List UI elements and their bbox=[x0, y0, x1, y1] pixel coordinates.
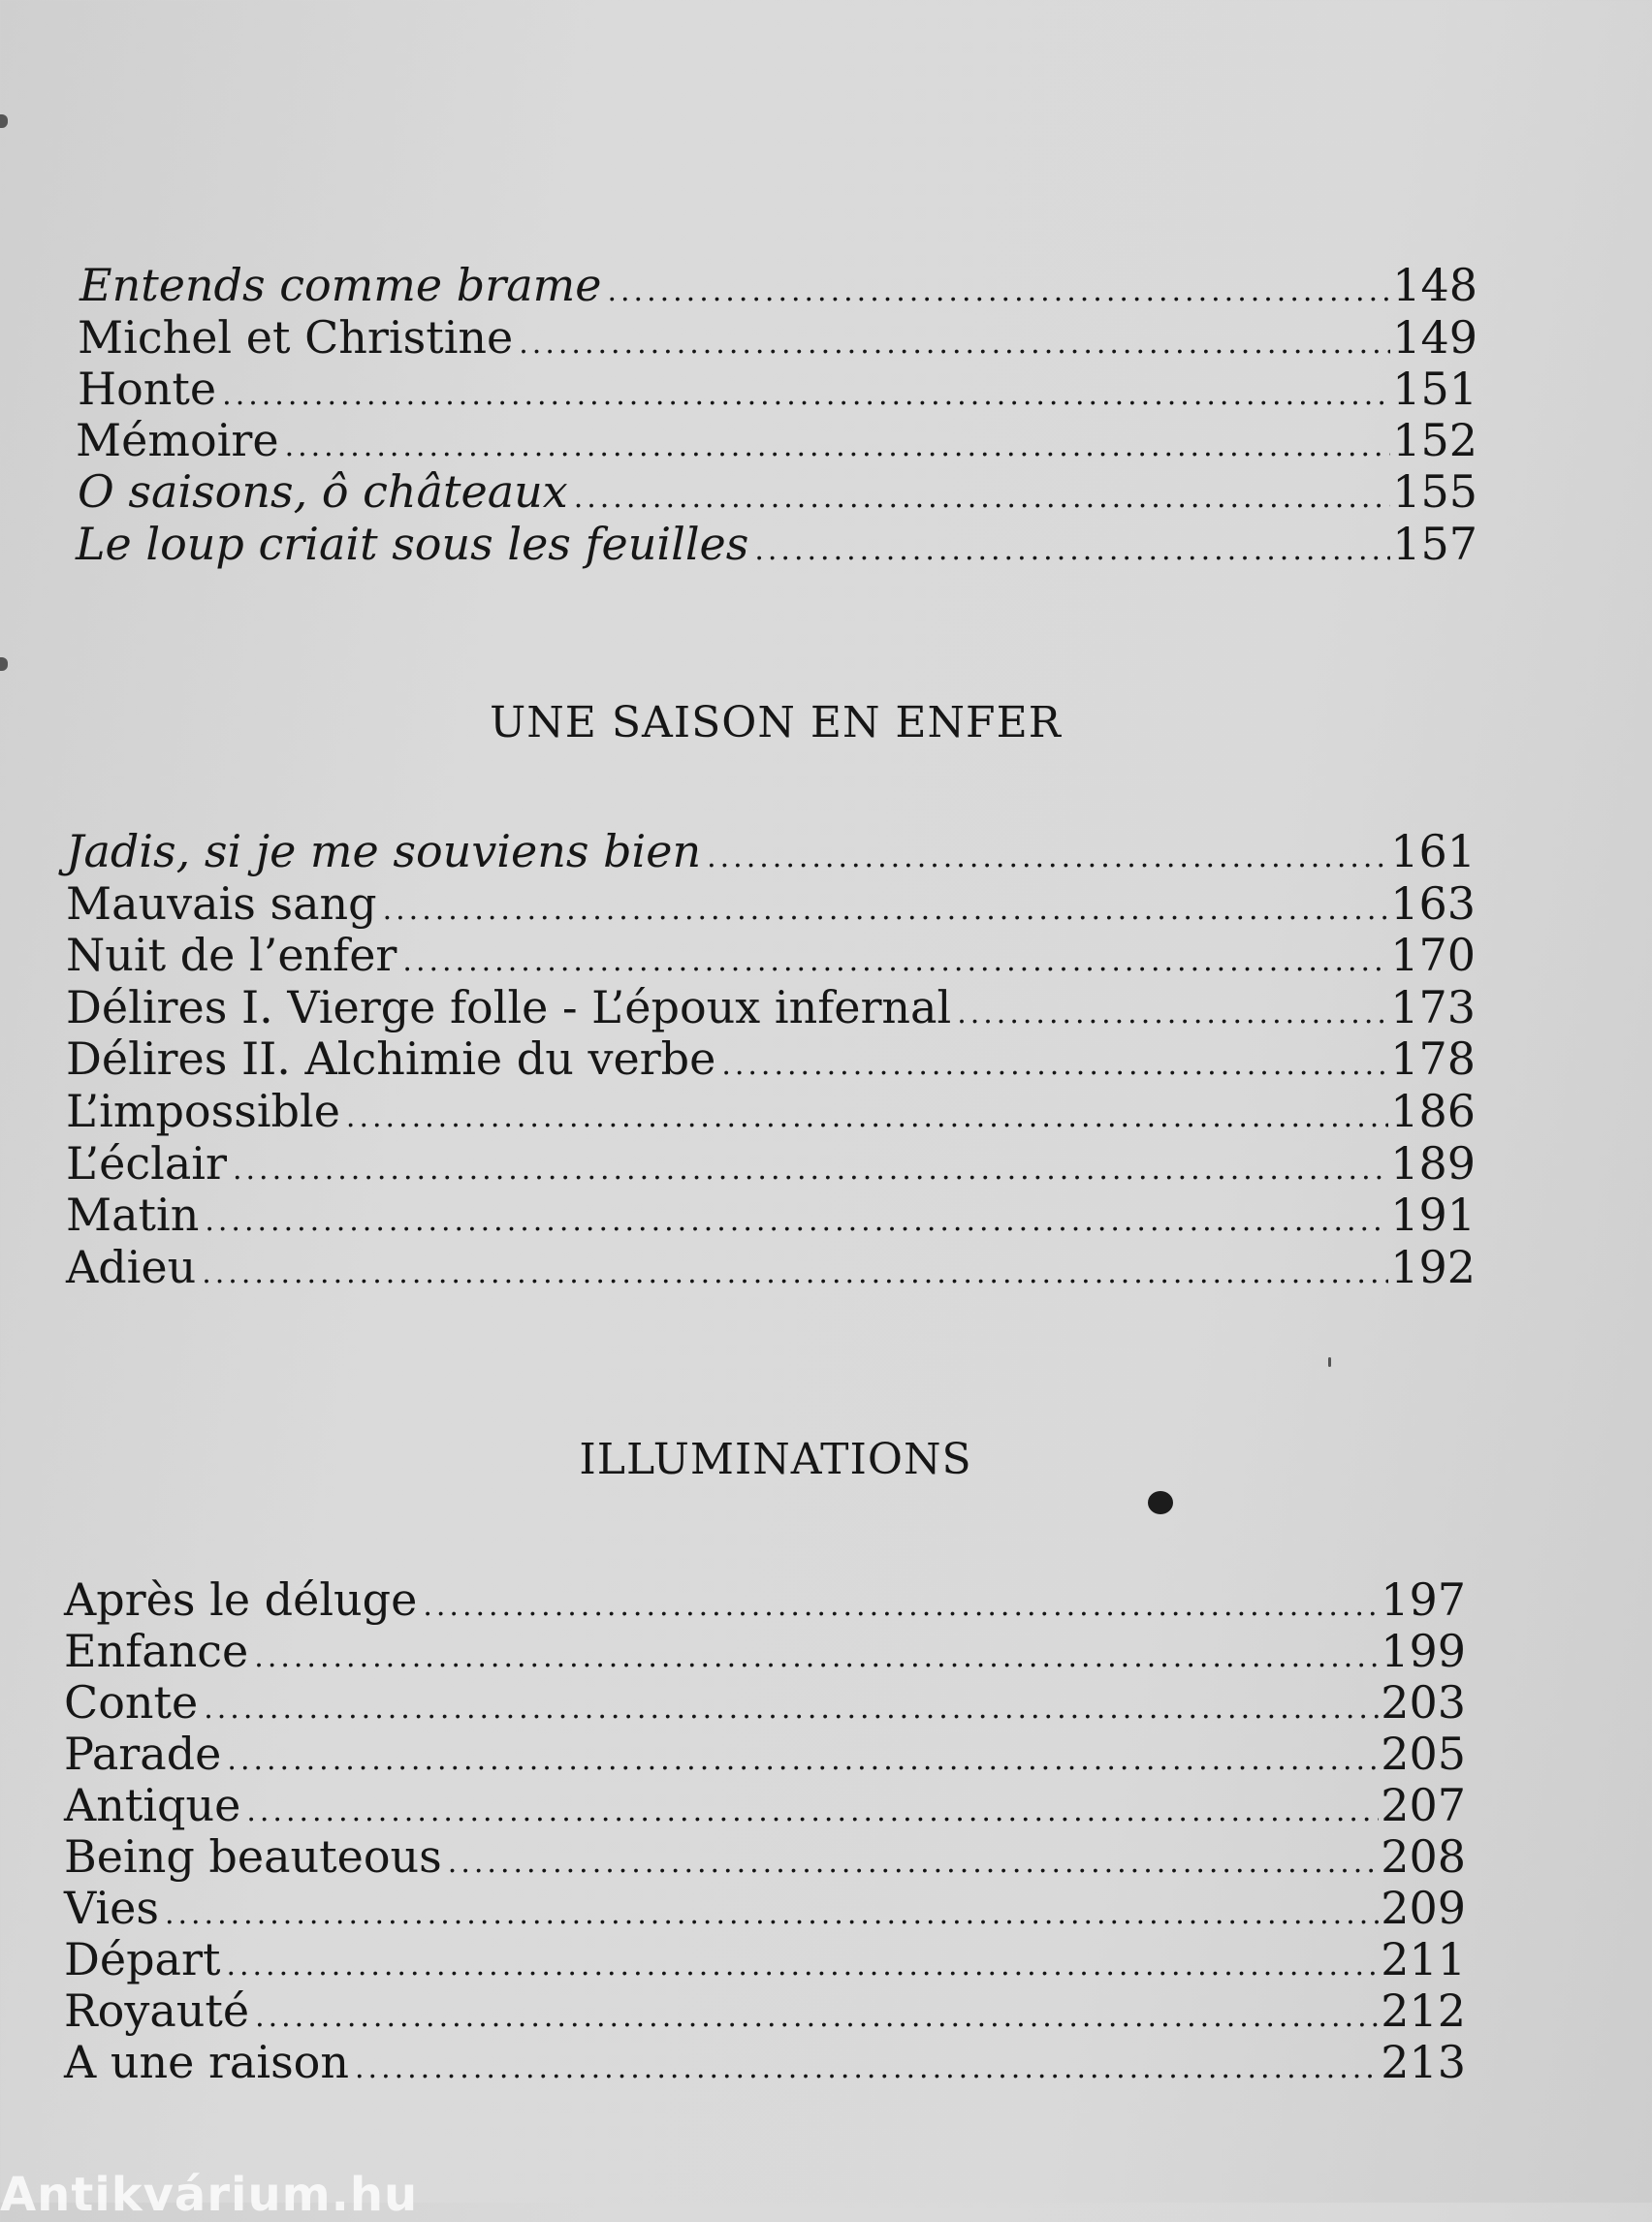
toc-leader-dots bbox=[448, 1837, 1379, 1889]
toc-leader-dots bbox=[423, 1580, 1379, 1632]
toc-entry-title: Mémoire bbox=[76, 414, 279, 466]
toc-entry-page: 152 bbox=[1392, 414, 1477, 466]
toc-entry-page: 199 bbox=[1381, 1625, 1466, 1677]
toc-entry-title: Royauté bbox=[64, 1984, 250, 2037]
toc-entry bbox=[64, 1985, 1466, 2043]
toc-leader-dots bbox=[754, 524, 1390, 576]
toc-entry-page: 191 bbox=[1390, 1189, 1476, 1241]
toc-entry bbox=[64, 1574, 1466, 1632]
toc-entry-page: 170 bbox=[1390, 929, 1476, 981]
toc-entry-title: Antique bbox=[64, 1779, 241, 1831]
toc-entry-title: Enfance bbox=[64, 1625, 249, 1677]
toc-entry-page: 203 bbox=[1381, 1676, 1466, 1729]
toc-entry-title: Délires I. Vierge folle - L’époux infernal bbox=[66, 981, 952, 1033]
toc-entry-title: Après le déluge bbox=[64, 1573, 418, 1626]
toc-entry-title: Vies bbox=[64, 1882, 159, 1934]
toc-leader-dots bbox=[233, 1144, 1388, 1195]
toc-entry-page: 157 bbox=[1392, 518, 1477, 570]
toc-leader-dots bbox=[254, 1632, 1379, 1683]
toc-entry-page: 161 bbox=[1390, 825, 1476, 877]
toc-entry bbox=[66, 1086, 1476, 1143]
page-edge-mark bbox=[0, 114, 8, 128]
toc-entry bbox=[66, 1242, 1476, 1299]
toc-entry-title: L’impossible bbox=[66, 1085, 340, 1137]
toc-entry-title: Entends comme brame bbox=[79, 259, 602, 311]
toc-leader-dots bbox=[402, 936, 1388, 987]
toc-entry bbox=[66, 1138, 1476, 1195]
toc-leader-dots bbox=[355, 2043, 1379, 2094]
toc-leader-dots bbox=[205, 1195, 1388, 1247]
toc-entry bbox=[66, 930, 1476, 987]
toc-entry bbox=[78, 466, 1477, 524]
toc-leader-dots bbox=[227, 1734, 1379, 1786]
toc-entry bbox=[64, 1677, 1466, 1734]
toc-entry-title: Nuit de l’enfer bbox=[66, 929, 397, 981]
toc-entry-page: 211 bbox=[1381, 1933, 1466, 1985]
toc-entry-page: 148 bbox=[1392, 259, 1477, 311]
toc-leader-dots bbox=[957, 988, 1388, 1039]
toc-entry-title: Parade bbox=[64, 1728, 222, 1780]
toc-entry bbox=[64, 1626, 1466, 1683]
toc-entry-title: Délires II. Alchimie du verbe bbox=[66, 1032, 716, 1085]
toc-entry-page: 151 bbox=[1392, 363, 1477, 415]
toc-leader-dots bbox=[383, 884, 1389, 936]
toc-entry-title: Mauvais sang bbox=[66, 877, 377, 930]
toc-entry bbox=[76, 519, 1477, 576]
toc-leader-dots bbox=[165, 1889, 1379, 1940]
toc-entry-page: 208 bbox=[1381, 1830, 1466, 1883]
toc-entry bbox=[66, 826, 1476, 883]
toc-entry-page: 212 bbox=[1381, 1984, 1466, 2037]
toc-entry bbox=[66, 878, 1476, 936]
toc-entry-page: 149 bbox=[1392, 311, 1477, 364]
toc-entry-title: O saisons, ô châteaux bbox=[78, 465, 568, 518]
toc-entry-page: 207 bbox=[1381, 1779, 1466, 1831]
section-heading: ILLUMINATIONS bbox=[579, 1435, 972, 1484]
toc-leader-dots bbox=[721, 1039, 1388, 1091]
toc-leader-dots bbox=[707, 832, 1388, 883]
toc-leader-dots bbox=[574, 472, 1391, 524]
toc-entry-page: 173 bbox=[1390, 981, 1476, 1033]
toc-leader-dots bbox=[202, 1248, 1388, 1299]
toc-entry-title: Matin bbox=[66, 1189, 200, 1241]
toc-entry-title: Adieu bbox=[66, 1241, 197, 1293]
watermark: Antikvárium.hu bbox=[0, 2168, 419, 2222]
toc-entry bbox=[64, 1831, 1466, 1889]
toc-leader-dots bbox=[519, 318, 1390, 369]
toc-entry bbox=[78, 364, 1477, 421]
toc-entry bbox=[64, 1934, 1466, 1991]
toc-entry-title: L’éclair bbox=[66, 1137, 227, 1190]
toc-entry bbox=[64, 1780, 1466, 1837]
toc-entry bbox=[66, 1033, 1476, 1091]
toc-leader-dots bbox=[226, 1940, 1379, 1991]
section-heading: UNE SAISON EN ENFER bbox=[490, 698, 1062, 747]
toc-leader-dots bbox=[607, 266, 1390, 317]
toc-entry-page: 163 bbox=[1390, 877, 1476, 930]
toc-entry-page: 209 bbox=[1381, 1882, 1466, 1934]
toc-entry bbox=[78, 312, 1477, 369]
toc-entry-title: Jadis, si je me souviens bien bbox=[66, 825, 702, 877]
toc-entry-page: 155 bbox=[1392, 465, 1477, 518]
toc-entry bbox=[79, 260, 1477, 317]
toc-entry-page: 213 bbox=[1381, 2036, 1466, 2088]
toc-entry bbox=[64, 2037, 1466, 2094]
toc-entry-page: 205 bbox=[1381, 1728, 1466, 1780]
toc-entry bbox=[64, 1729, 1466, 1786]
toc-entry-title: Being beauteous bbox=[64, 1830, 442, 1883]
toc-entry-title: Honte bbox=[78, 363, 217, 415]
toc-entry-title: A une raison bbox=[64, 2036, 349, 2088]
toc-entry-page: 197 bbox=[1381, 1573, 1466, 1626]
toc-entry-page: 189 bbox=[1390, 1137, 1476, 1190]
paper-speck bbox=[1328, 1357, 1331, 1367]
toc-leader-dots bbox=[346, 1092, 1388, 1143]
toc-entry-title: Michel et Christine bbox=[78, 311, 514, 364]
toc-entry-page: 192 bbox=[1390, 1241, 1476, 1293]
toc-leader-dots bbox=[255, 1991, 1379, 2043]
toc-leader-dots bbox=[222, 369, 1390, 421]
toc-entry bbox=[66, 982, 1476, 1039]
toc-entry bbox=[66, 1190, 1476, 1247]
toc-entry bbox=[64, 1883, 1466, 1940]
toc-entry-page: 186 bbox=[1390, 1085, 1476, 1137]
toc-entry-title: Conte bbox=[64, 1676, 199, 1729]
toc-entry-title: Le loup criait sous les feuilles bbox=[76, 518, 749, 570]
toc-leader-dots bbox=[204, 1683, 1379, 1734]
toc-entry-page: 178 bbox=[1390, 1032, 1476, 1085]
toc-entry-title: Départ bbox=[64, 1933, 221, 1985]
page-edge-mark bbox=[0, 657, 8, 671]
ink-blot bbox=[1148, 1491, 1173, 1514]
toc-entry bbox=[76, 415, 1477, 472]
